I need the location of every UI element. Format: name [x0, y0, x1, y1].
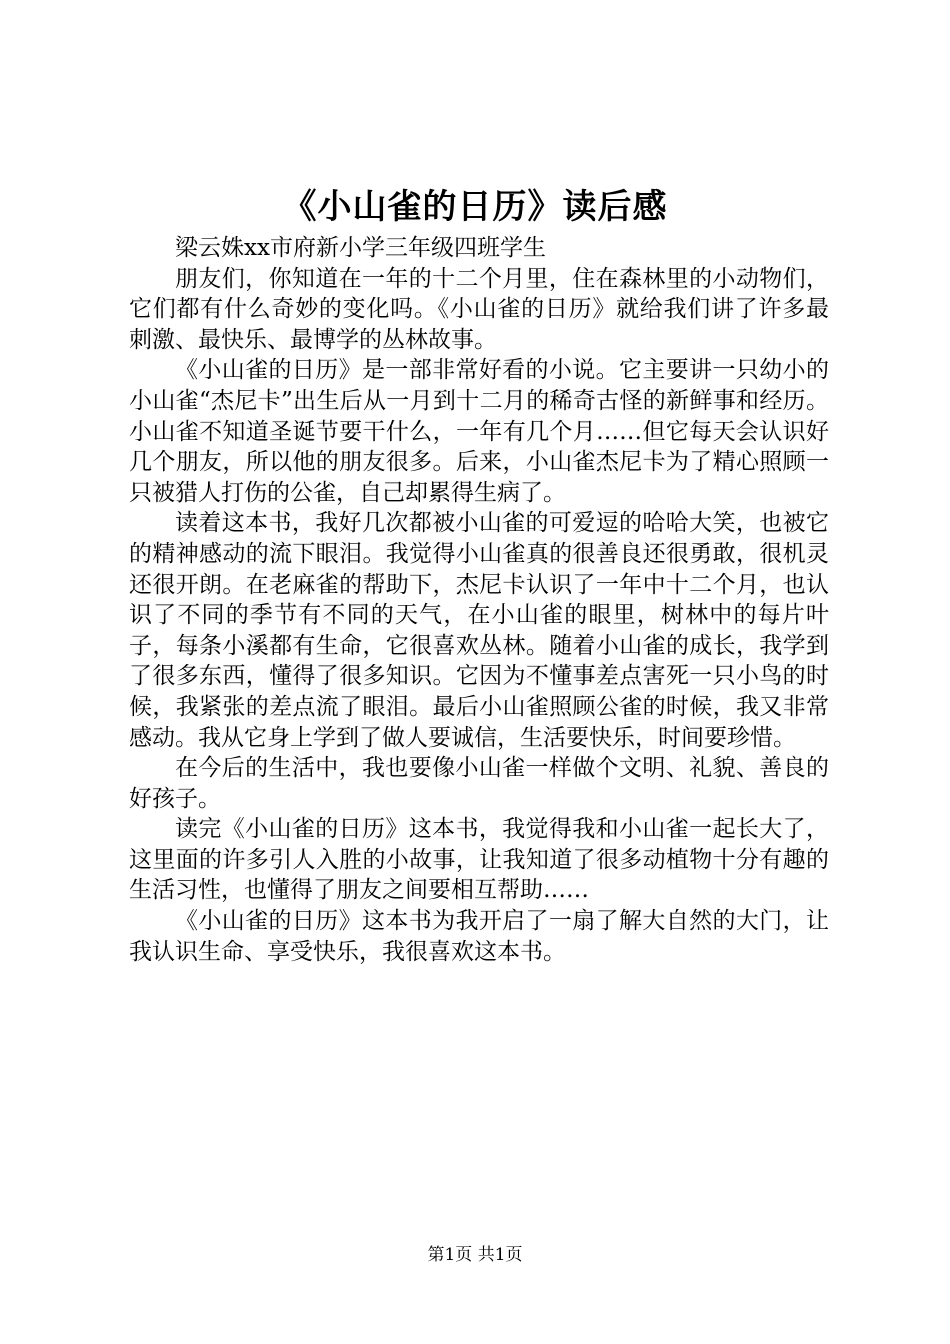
page-footer: 第1页 共1页	[427, 1245, 523, 1265]
body-text	[129, 233, 829, 967]
paragraph: 读着这本书，我好几次都被小山雀的可爱逗的哈哈大笑，也被它的精神感动的流下眼泪。我觉得小山雀真的很善良还很勇敢，很机灵还很开朗。在老麻雀的帮助下，杰尼卡认识了一年中十二个月，也认识了不同的季节有不同的天气，在小山雀的眼里，树林中的每片叶子，每条小溪都有生命，它很喜欢丛林。随着小山雀的成长，我学到了很多东西，懂得了很多知识。它因为不懂事差点害死一只小鸟的时候，我紧张的差点流了眼泪。最后小山雀照顾公雀的时候，我又非常感动。我从它身上学到了做人要诚信，生活要快乐，时间要珍惜。	[129, 510, 829, 751]
page-title: 《小山雀的日历》读后感	[282, 187, 668, 227]
paragraph: 在今后的生活中，我也要像小山雀一样做个文明、礼貌、善良的好孩子。	[129, 755, 829, 812]
paragraph: 《小山雀的日历》是一部非常好看的小说。它主要讲一只幼小的小山雀“杰尼卡”出生后从一月到十二月的稀奇古怪的新鲜事和经历。小山雀不知道圣诞节要干什么，一年有几个月……但它每天会认识好几个朋友，所以他的朋友很多。后来，小山雀杰尼卡为了精心照顾一只被猎人打伤的公雀，自己却累得生病了。	[129, 357, 829, 506]
author-line: 梁云姝xx市府新小学三年级四班学生	[175, 235, 546, 261]
paragraph: 读完《小山雀的日历》这本书，我觉得我和小山雀一起长大了，这里面的许多引人入胜的小故事，让我知道了很多动植物十分有趣的生活习性，也懂得了朋友之间要相互帮助……	[129, 816, 829, 904]
paragraph: 朋友们，你知道在一年的十二个月里，住在森林里的小动物们，它们都有什么奇妙的变化吗。《小山雀的日历》就给我们讲了许多最刺激、最快乐、最博学的丛林故事。	[129, 265, 829, 353]
paragraph: 《小山雀的日历》这本书为我开启了一扇了解大自然的大门，让我认识生命、享受快乐，我很喜欢这本书。	[129, 908, 829, 965]
